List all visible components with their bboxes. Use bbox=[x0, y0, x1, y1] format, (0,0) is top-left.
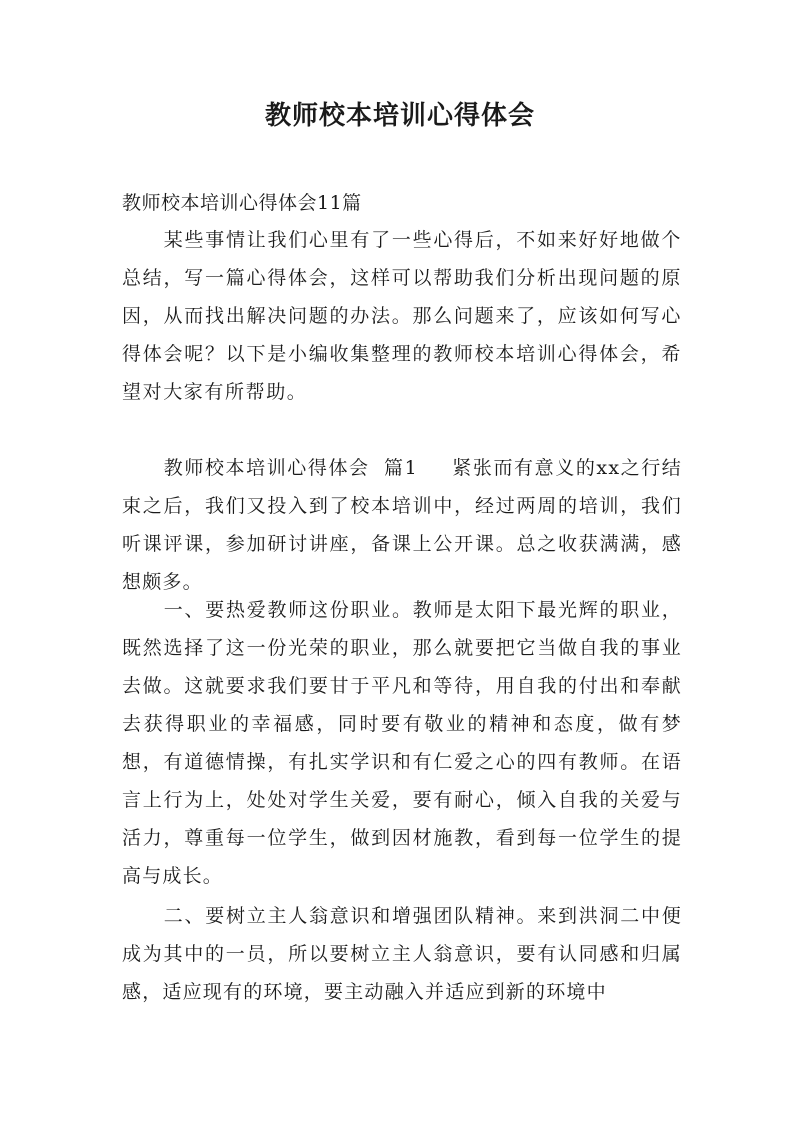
section-1-text: 紧张而有意义的xx之行结束之后，我们又投入到了校本培训中，经过两周的培训，我们听课评课，参加研讨讲座，备课上公开课。总之收获满满，感想颇多。 bbox=[122, 457, 682, 593]
paragraph-team-spirit: 二、要树立主人翁意识和增强团队精神。来到洪洞二中便成为其中的一员，所以要树立主人翁意识，要有认同感和归属感，适应现有的环境，要主动融入并适应到新的环境中 bbox=[122, 905, 682, 1003]
intro-paragraph: 某些事情让我们心里有了一些心得后，不如来好好地做个总结，写一篇心得体会，这样可以帮助我们分析出现问题的原因，从而找出解决问题的办法。那么问题来了，应该如何写心得体会呢？以下是小编收集整理的教师校本培训心得体会，希望对大家有所帮助。 bbox=[122, 229, 682, 403]
section-1-paragraph bbox=[122, 449, 682, 601]
section-1-number: 篇1 bbox=[383, 457, 418, 479]
document-subtitle: 教师校本培训心得体会11篇 bbox=[122, 192, 362, 214]
section-1-heading: 教师校本培训心得体会 bbox=[163, 457, 370, 479]
paragraph-love-profession: 一、要热爱教师这份职业。教师是太阳下最光辉的职业，既然选择了这一份光荣的职业，那么就要把它当做自我的事业去做。这就要求我们要甘于平凡和等待，用自我的付出和奉献去获得职业的幸福感，同时要有敬业的精神和态度，做有梦想，有道德情操，有扎实学识和有仁爱之心的四有教师。在语言上行为上，处处对学生关爱，要有耐心，倾入自我的关爱与活力，尊重每一位学生，做到因材施教，看到每一位学生的提高与成长。 bbox=[122, 599, 682, 887]
document-title: 教师校本培训心得体会 bbox=[264, 101, 535, 131]
